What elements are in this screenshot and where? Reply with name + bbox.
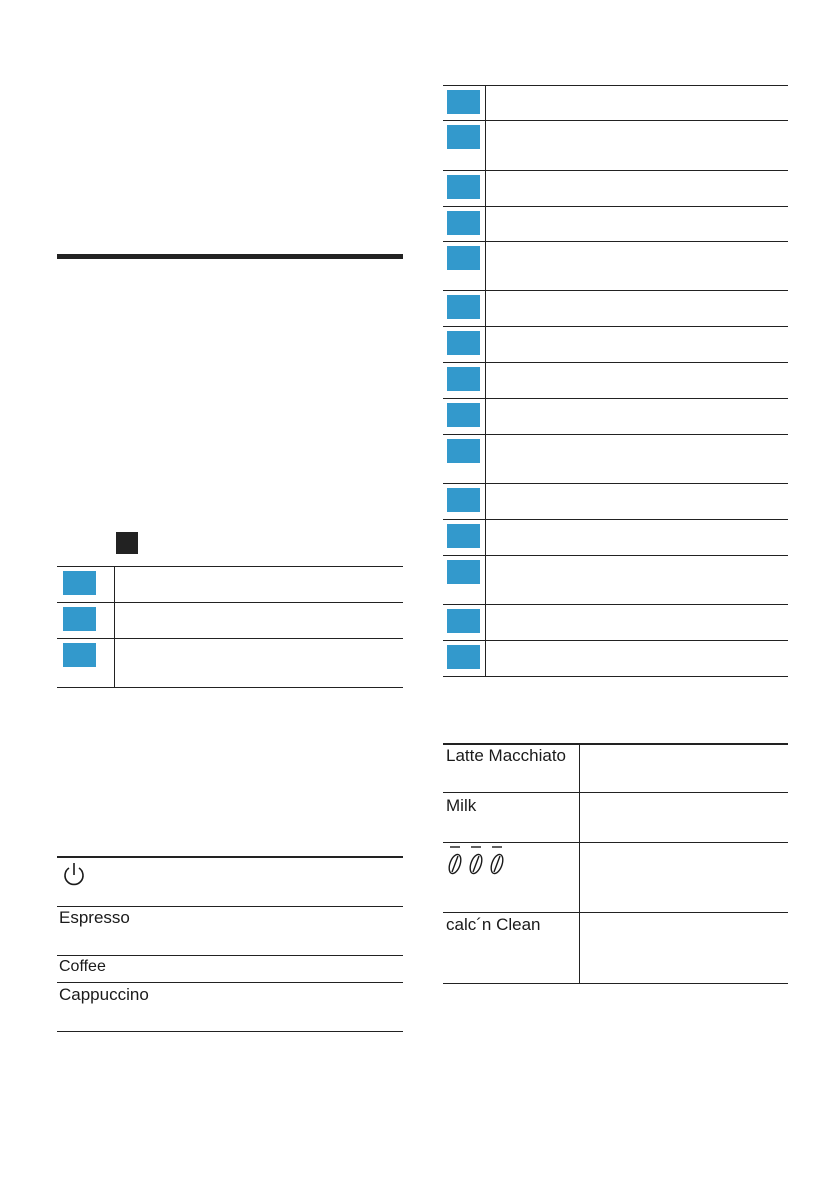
- key-badge: [447, 609, 480, 633]
- table-rule: [57, 687, 403, 688]
- key-badge: [447, 488, 480, 512]
- power-icon: [60, 861, 88, 889]
- section-rule: [57, 254, 403, 259]
- key-badge: [63, 571, 96, 595]
- table-rule: [443, 604, 788, 605]
- table-rule: [443, 362, 788, 363]
- coffee-bean-strength-icon: [446, 845, 508, 877]
- table-rule: [443, 743, 788, 745]
- key-badge: [447, 524, 480, 548]
- key-badge: [447, 331, 480, 355]
- table-rule: [443, 120, 788, 121]
- key-badge: [447, 560, 480, 584]
- latte-macchiato-label: Latte Macchiato: [446, 746, 567, 765]
- table-rule: [57, 1031, 403, 1032]
- table-rule: [443, 326, 788, 327]
- table-rule: [443, 640, 788, 641]
- table-rule: [443, 290, 788, 291]
- key-badge: [447, 175, 480, 199]
- table-rule: [443, 434, 788, 435]
- table-rule: [443, 206, 788, 207]
- milk-label: Milk: [446, 796, 477, 815]
- coffee-label: Coffee: [59, 958, 106, 975]
- table-rule: [443, 912, 788, 913]
- key-badge: [447, 439, 480, 463]
- table-rule: [443, 555, 788, 556]
- key-badge: [63, 607, 96, 631]
- key-badge: [447, 125, 480, 149]
- table-rule: [443, 792, 788, 793]
- table-rule: [57, 856, 403, 858]
- key-badge: [447, 295, 480, 319]
- table-column-divider: [485, 85, 486, 677]
- table-rule: [443, 983, 788, 984]
- table-rule: [57, 638, 403, 639]
- table-rule: [443, 676, 788, 677]
- table-rule: [57, 906, 403, 907]
- table-rule: [57, 982, 403, 983]
- table-rule: [57, 566, 403, 567]
- key-badge: [63, 643, 96, 667]
- espresso-label: Espresso: [59, 908, 130, 927]
- key-badge: [447, 367, 480, 391]
- table-rule: [443, 842, 788, 843]
- table-rule: [57, 955, 403, 956]
- table-column-divider: [114, 566, 115, 687]
- table-rule: [443, 170, 788, 171]
- table-rule: [443, 241, 788, 242]
- table-rule: [443, 519, 788, 520]
- cappuccino-label: Cappuccino: [59, 985, 149, 1004]
- key-badge: [447, 403, 480, 427]
- key-badge: [447, 645, 480, 669]
- table-rule: [443, 85, 788, 86]
- key-badge: [447, 90, 480, 114]
- table-column-divider: [579, 743, 580, 983]
- legend-marker-square: [116, 532, 138, 554]
- table-rule: [443, 398, 788, 399]
- calc-n-clean-label: calc´n Clean: [446, 915, 541, 934]
- key-badge: [447, 211, 480, 235]
- table-rule: [57, 602, 403, 603]
- key-badge: [447, 246, 480, 270]
- table-rule: [443, 483, 788, 484]
